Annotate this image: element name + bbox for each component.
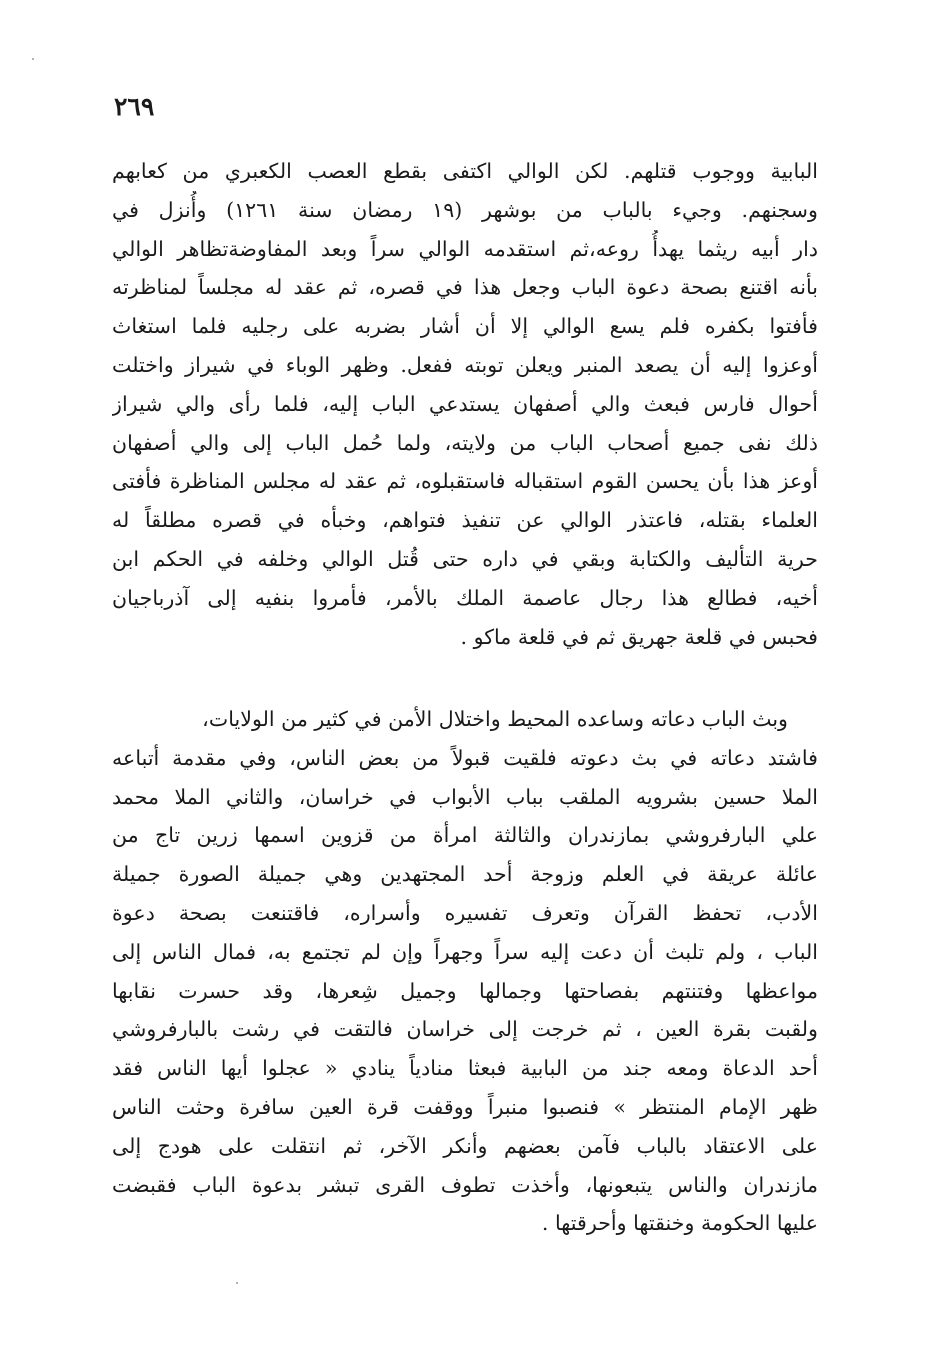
paragraph-line: عليها الحكومة وخنقتها وأحرقتها . [541, 1211, 818, 1236]
paragraph-line: ولقبت بقرة العين ، ثم خرجت إلى خراسان فالتقت في رشت بالبارفروشي [112, 1017, 818, 1042]
paragraph-line: وسجنهم. وجيء بالباب من بوشهر (١٩ رمضان سنة ١٢٦١) وأُنزل في [112, 197, 818, 222]
paragraph-line: عائلة عريقة في العلم وزوجة أحد المجتهدين وهي جميلة الصورة جميلة [112, 862, 818, 887]
paragraph-line: فأفتوا بكفره فلم يسع الوالي إلا أن أشار بضربه على رجليه فلما استغاث [112, 314, 818, 339]
paragraph-line: البابية ووجوب قتلهم. لكن الوالي اكتفى بقطع العصب الكعبري من كعابهم [112, 159, 818, 183]
paragraph-line: مواعظها وفتنتهم بفصاحتها وجمالها وجميل شِعرها، وقد حسرت نقابها [112, 978, 818, 1003]
paragraph-2 [112, 700, 818, 1243]
paragraph-line: مازندران والناس يتبعونها، وأخذت تطوف القرى تبشر بدعوة الباب فقبضت [112, 1172, 818, 1197]
paragraph-line: دار أبيه ريثما يهدأُ روعه،ثم استقدمه الوالي سراً وبعد المفاوضةتظاهر الوالي [112, 236, 818, 261]
paragraph-line: وبث الباب دعاته وساعده المحيط واختلال الأمن في كثير من الولايات، [202, 707, 788, 731]
paragraph-line: أحد الدعاة ومعه جند من البابية فبعثا منادياً ينادي « عجلوا أيها الناس فقد [112, 1056, 818, 1081]
paragraph-1 [112, 152, 818, 656]
paragraph-line: أحوال فارس فبعث والي أصفهان يستدعي الباب إليه، فلما رأى والي شيراز [112, 391, 818, 416]
paragraph-line: بأنه اقتنع بصحة دعوة الباب وجعل هذا في قصره، ثم عقد له مجلساً لمناظرته [112, 275, 818, 300]
paragraph-line: فحبس في قلعة جهريق ثم في قلعة ماكو . [460, 624, 818, 649]
paragraph-line: ذلك نفى جميع أصحاب الباب من ولايته، ولما حُمل الباب إلى والي أصفهان [112, 430, 818, 455]
paragraph-line: الملا حسين بشرويه الملقب بباب الأبواب في خراسان، والثاني الملا محمد [112, 784, 818, 809]
paragraph-line: على الاعتقاد بالباب فآمن بعضهم وأنكر الآخر، ثم انتقلت على هودج إلى [112, 1133, 818, 1158]
paragraph-line: الأدب، تحفظ القرآن وتعرف تفسيره وأسراره، فاقتنعت بصحة دعوة [112, 900, 818, 925]
scan-speck [32, 58, 34, 60]
scan-speck [236, 1282, 238, 1284]
paragraph-line: العلماء بقتله، فاعتذر الوالي عن تنفيذ فتواهم، وخبأه في قصره مطلقاً له [112, 508, 818, 533]
paragraph-line: أوعزوا إليه أن يصعد المنبر ويعلن توبته ففعل. وظهر الوباء في شيراز واختلت [112, 352, 818, 377]
paragraph-line: الباب ، ولم تلبث أن دعت إليه سراً وجهراً وإن لم تجتمع به، فمال الناس إلى [112, 939, 818, 964]
paragraph-line: فاشتد دعاته في بث دعوته فلقيت قبولاً من بعض الناس، وفي مقدمة أتباعه [112, 745, 818, 770]
paragraph-line: حرية التأليف والكتابة وبقي في داره حتى قُتل الوالي وخلفه في الحكم ابن [112, 546, 818, 571]
paragraph-line: ظهر الإمام المنتظر » فنصبوا منبراً ووقفت قرة العين سافرة وحثت الناس [112, 1094, 818, 1119]
paragraph-line: أخيه، فطالع هذا رجال عاصمة الملك بالأمر، فأمروا بنفيه إلى آذرباجيان [112, 585, 818, 610]
paragraph-line: أوعز هذا بأن يحسن القوم استقباله فاستقبلوه، ثم عقد له مجلس المناظرة فأفتى [112, 469, 818, 494]
page-number: ٢٦٩ [114, 92, 155, 121]
paragraph-line: علي البارفروشي بمازندران والثالثة امرأة من قزوين اسمها زرين تاج من [112, 823, 818, 848]
